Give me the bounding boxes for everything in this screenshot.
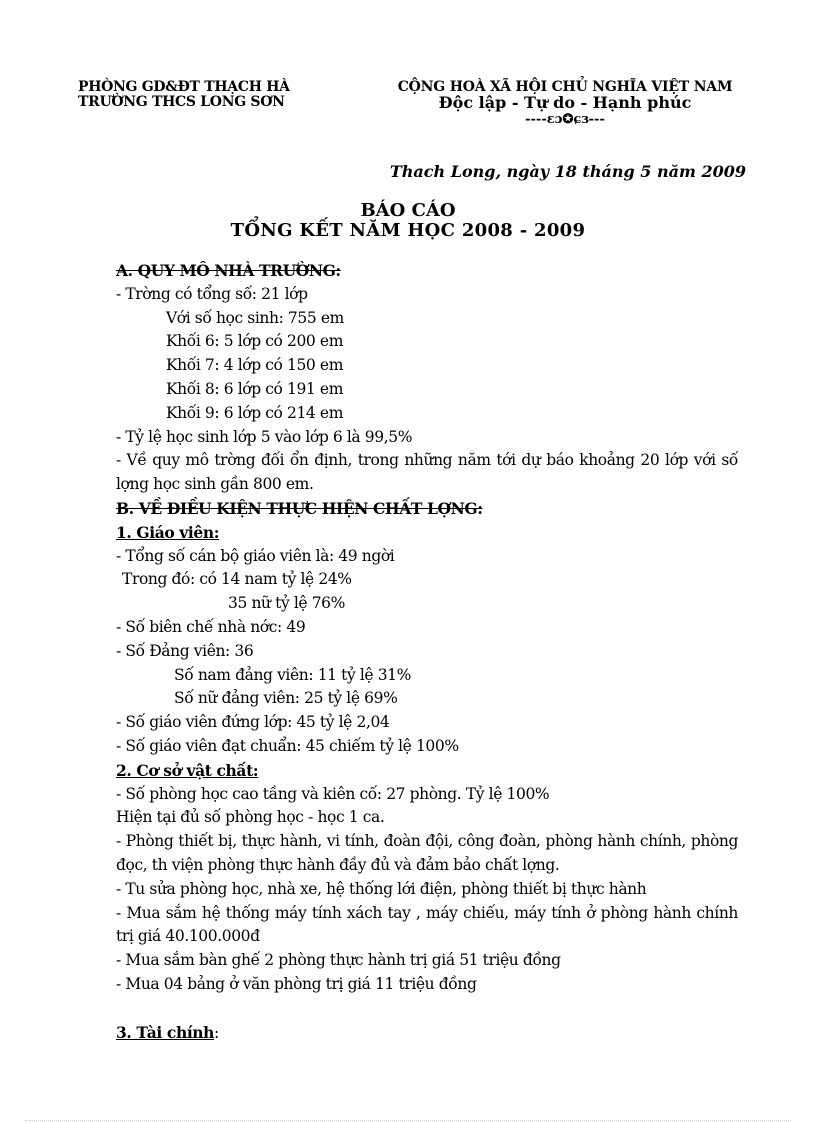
facility-line: - Phòng thiết bị, thực hành, vi tính, đoàn đội, công đoàn, phòng hành chính, phòng đọc, th viện phòng thực hành đầy đủ và đảm bảo chất lợng.: [116, 832, 738, 874]
state-staff: - Số biên chế nhà nớc: 49: [116, 617, 306, 636]
section-b-heading: B. VỀ ĐIỀU KIỆN THỰC HIỆN CHẤT LỢNG:: [116, 498, 483, 518]
grade-line: Khối 6: 5 lớp có 200 em: [166, 332, 343, 351]
agency-header: [78, 80, 290, 110]
facility-line: - Tu sửa phòng học, nhà xe, hệ thống lới điện, phòng thiết bị thực hành: [116, 879, 647, 898]
qualified-teachers: - Số giáo viên đạt chuẩn: 45 chiếm tỷ lệ 100%: [116, 736, 459, 755]
page-footer-divider: [25, 1120, 791, 1121]
grade-line: Khối 9: 6 lớp có 214 em: [166, 403, 343, 422]
motto: Độc lập - Tự do - Hạnh phúc: [438, 93, 692, 112]
party-male: Số nam đảng viên: 11 tỷ lệ 31%: [174, 665, 411, 684]
facilities-heading: 2. Cơ sở vật chất:: [116, 760, 259, 780]
standing-teachers: - Số giáo viên đứng lớp: 45 tỷ lệ 2,04: [116, 713, 390, 732]
facility-line: Hiện tại đủ số phòng học - học 1 ca.: [116, 808, 385, 827]
scale-forecast: - Về quy mô trờng đối ổn định, trong những năm tới dự báo khoảng 20 lớp với số lợng học sinh gần 800 em.: [116, 451, 738, 494]
party-female: Số nữ đảng viên: 25 tỷ lệ 69%: [174, 689, 398, 708]
teacher-female: 35 nữ tỷ lệ 76%: [228, 594, 345, 613]
school-name: TRƯỜNG THCS LONG SƠN: [78, 94, 285, 110]
teachers-heading: 1. Giáo viên:: [116, 522, 220, 542]
teacher-male: Trong đó: có 14 nam tỷ lệ 24%: [122, 570, 352, 589]
total-classes: - Trờng có tổng số: 21 lớp: [116, 284, 308, 303]
grade-line: Khối 8: 6 lớp có 191 em: [166, 379, 343, 398]
date-line: Thach Long, ngày 18 tháng 5 năm 2009: [389, 162, 746, 181]
finance-heading: 3. Tài chính: [116, 1022, 215, 1042]
facility-line: - Mua sắm hệ thống máy tính xách tay , máy chiếu, máy tính ở phòng hành chính trị giá 40.100.000đ: [116, 903, 738, 946]
transfer-ratio: - Tỷ lệ học sinh lớp 5 vào lớp 6 là 99,5%: [116, 427, 413, 446]
country-name: CỘNG HOÀ XÃ HỘI CHỦ NGHĨA VIỆT NAM: [397, 79, 733, 95]
facility-line: - Mua 04 bảng ở văn phòng trị giá 11 triệu đồng: [116, 974, 477, 993]
finance-heading-line: [116, 1021, 738, 1046]
section-a-heading: A. QUY MÔ NHÀ TRƯỜNG:: [116, 261, 341, 280]
total-students: Với số học sinh: 755 em: [166, 308, 344, 327]
finance-colon: :: [214, 1023, 219, 1042]
report-title: BÁO CÁO: [360, 200, 456, 221]
ornament-divider: ----ɛɔ✪ɕɜ---: [525, 112, 605, 127]
teacher-total: - Tổng số cán bộ giáo viên là: 49 ngời: [116, 546, 395, 565]
grade-line: Khối 7: 4 lớp có 150 em: [166, 356, 343, 375]
national-motto: [385, 80, 745, 127]
report-subtitle: TỔNG KẾT NĂM HỌC 2008 - 2009: [230, 220, 586, 241]
party-members: - Số Đảng viên: 36: [116, 641, 254, 660]
department-name: PHÒNG GD&ĐT THẠCH HÀ: [78, 79, 290, 95]
facility-line: - Số phòng học cao tầng và kiên cố: 27 phòng. Tỷ lệ 100%: [116, 784, 550, 803]
report-body: [116, 259, 738, 1046]
facility-line: - Mua sắm bàn ghế 2 phòng thực hành trị giá 51 triệu đồng: [116, 951, 561, 970]
